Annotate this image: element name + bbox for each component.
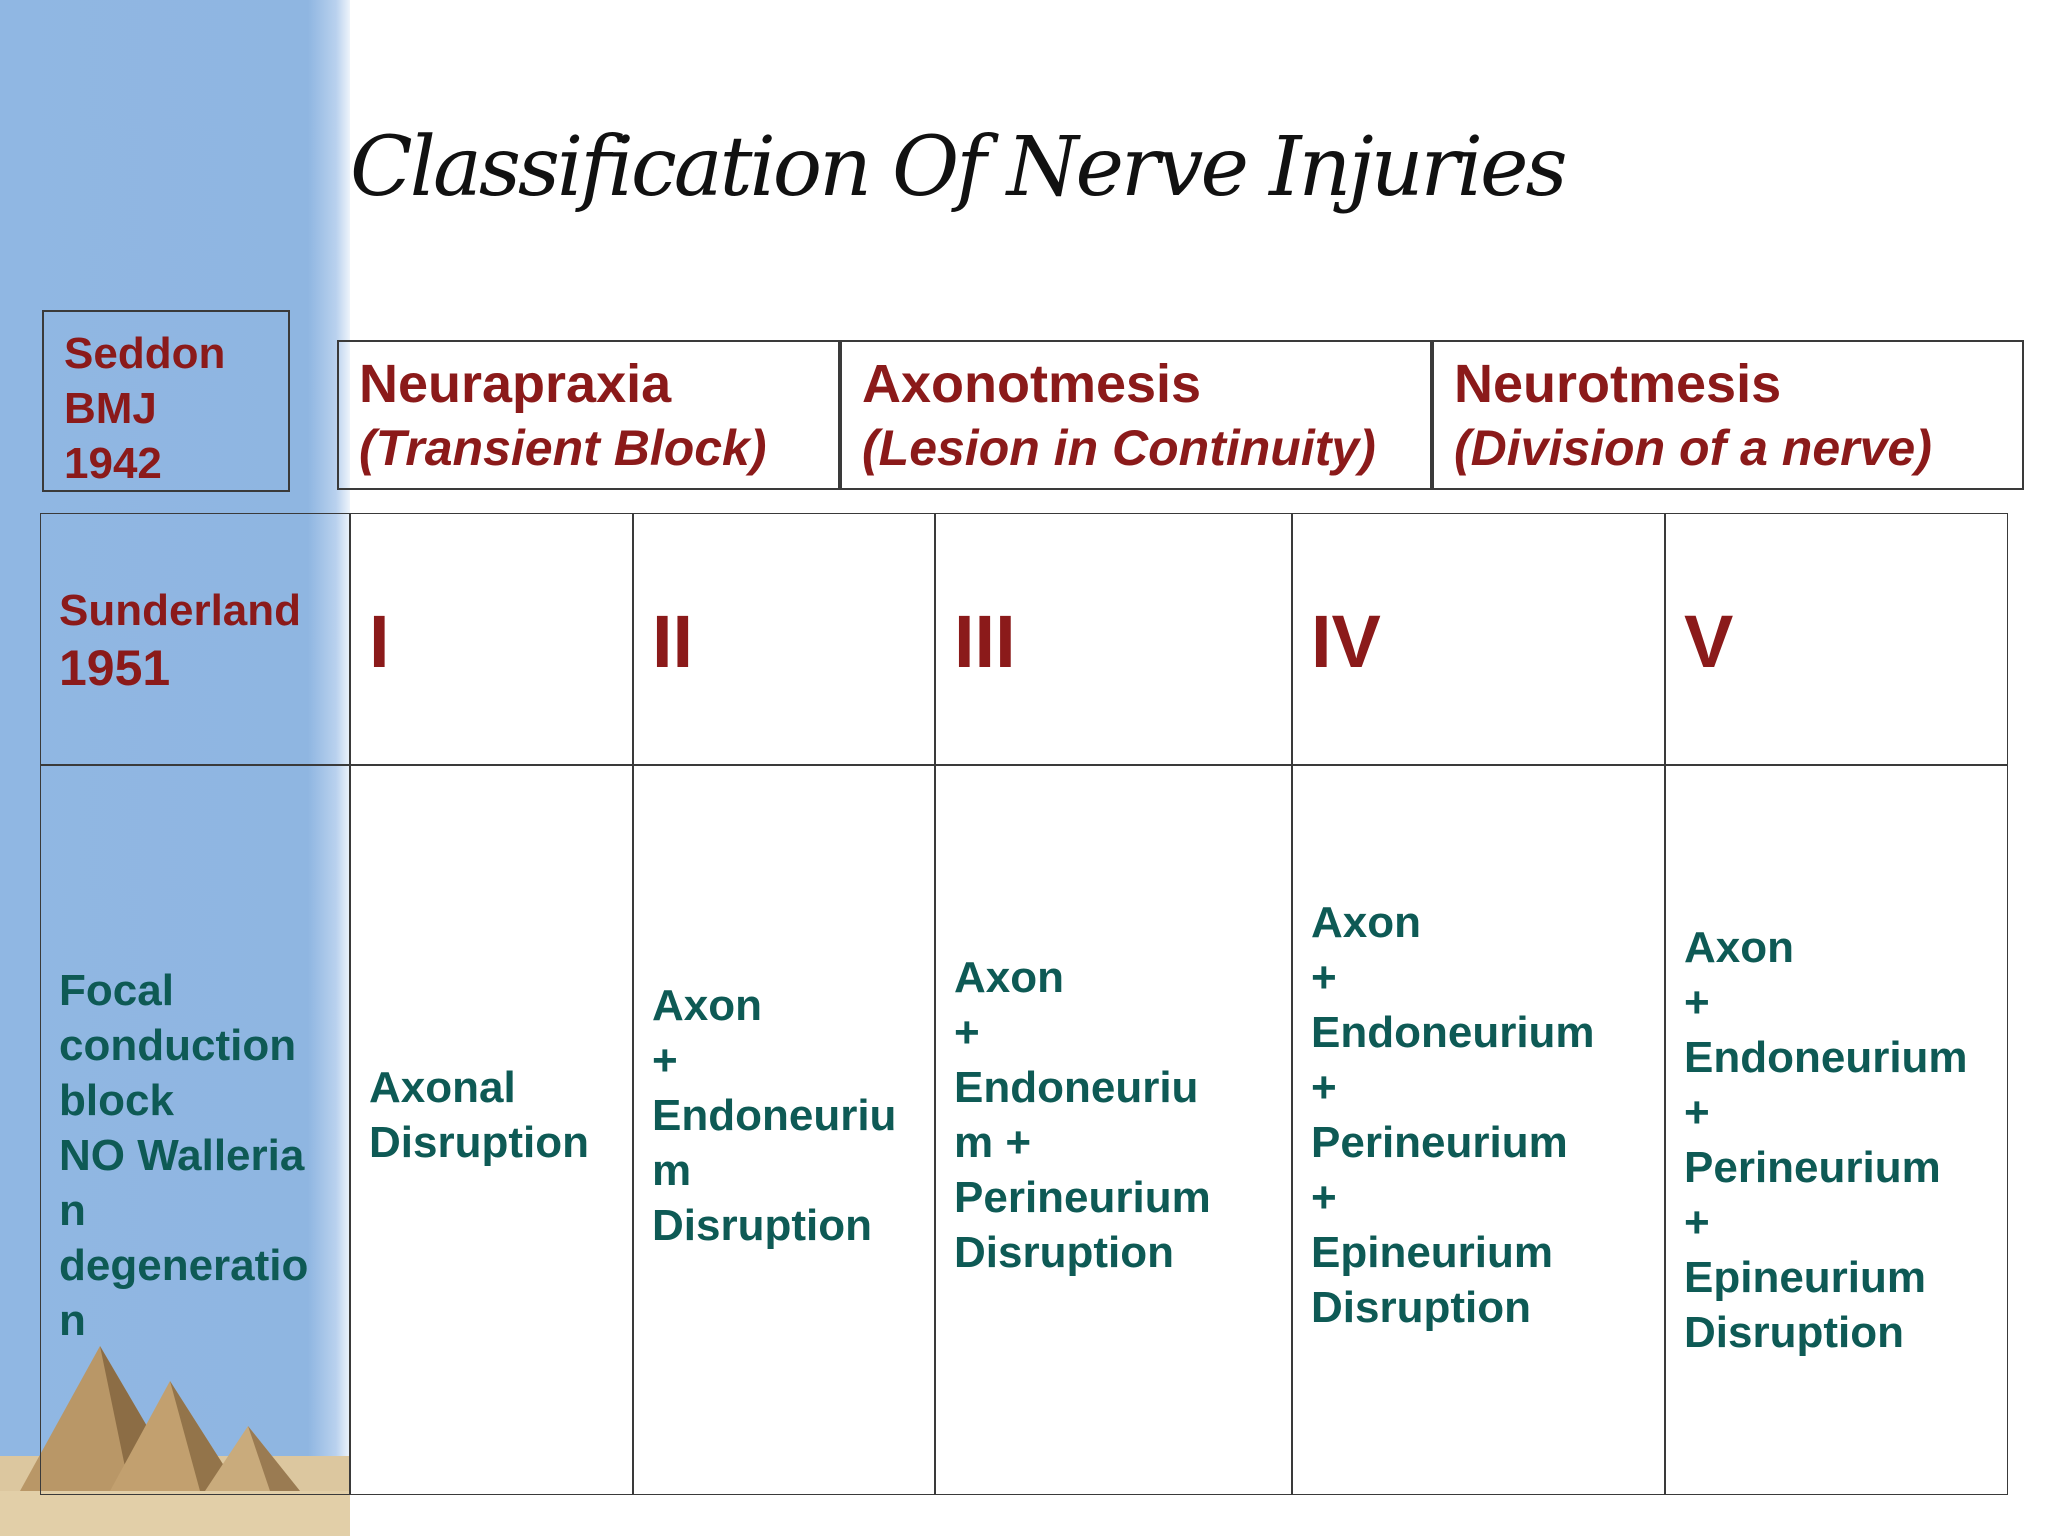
description-cell-5 <box>1665 765 2008 1495</box>
seddon-category-axonotmesis <box>840 340 1432 490</box>
category-name: Neurapraxia <box>359 354 672 414</box>
grade-cell-4 <box>1292 513 1665 765</box>
category-description: (Division of a nerve) <box>1454 420 1932 476</box>
category-description: (Transient Block) <box>359 420 767 476</box>
seddon-label-line: Seddon <box>64 329 226 378</box>
sunderland-label-text: Sunderland <box>59 586 302 635</box>
grade-label: IV <box>1311 600 1381 683</box>
seddon-category-neurapraxia <box>337 340 840 490</box>
sunderland-year: 1951 <box>59 640 171 696</box>
category-description: (Lesion in Continuity) <box>862 420 1376 476</box>
category-name: Axonotmesis <box>862 354 1202 414</box>
seddon-label-line: BMJ <box>64 384 157 433</box>
category-name: Neurotmesis <box>1454 354 1782 414</box>
description-row-label-text: Focal conduction block NO Walleria n degeneratio n <box>59 965 309 1345</box>
seddon-label-line: 1942 <box>64 439 162 488</box>
page-title: Classification Of Nerve Injuries <box>350 120 1565 215</box>
description-cell-1 <box>350 765 633 1495</box>
description-text: Axon + Endoneuriu m + Perineurium Disruption <box>954 953 1211 1277</box>
classification-table <box>40 513 2008 1495</box>
grade-cell-3 <box>935 513 1292 765</box>
description-text: Axon + Endoneurium + Perineurium + Epineurium Disruption <box>1684 923 1968 1357</box>
description-cell-4 <box>1292 765 1665 1495</box>
grade-cell-5 <box>1665 513 2008 765</box>
sunderland-label <box>40 513 350 765</box>
description-row-label <box>40 765 350 1495</box>
description-text: Axon + Endoneuriu m Disruption <box>652 980 897 1250</box>
grade-label: I <box>369 600 390 683</box>
grade-cell-1 <box>350 513 633 765</box>
description-text: Axon + Endoneurium + Perineurium + Epineurium Disruption <box>1311 898 1595 1332</box>
grade-cell-2 <box>633 513 935 765</box>
grade-label: III <box>954 600 1016 683</box>
seddon-category-neurotmesis <box>1432 340 2024 490</box>
seddon-label <box>42 310 290 492</box>
grade-label: II <box>652 600 694 683</box>
description-text: Axonal Disruption <box>369 1063 589 1167</box>
description-cell-2 <box>633 765 935 1495</box>
grade-label: V <box>1684 600 1734 683</box>
description-cell-3 <box>935 765 1292 1495</box>
